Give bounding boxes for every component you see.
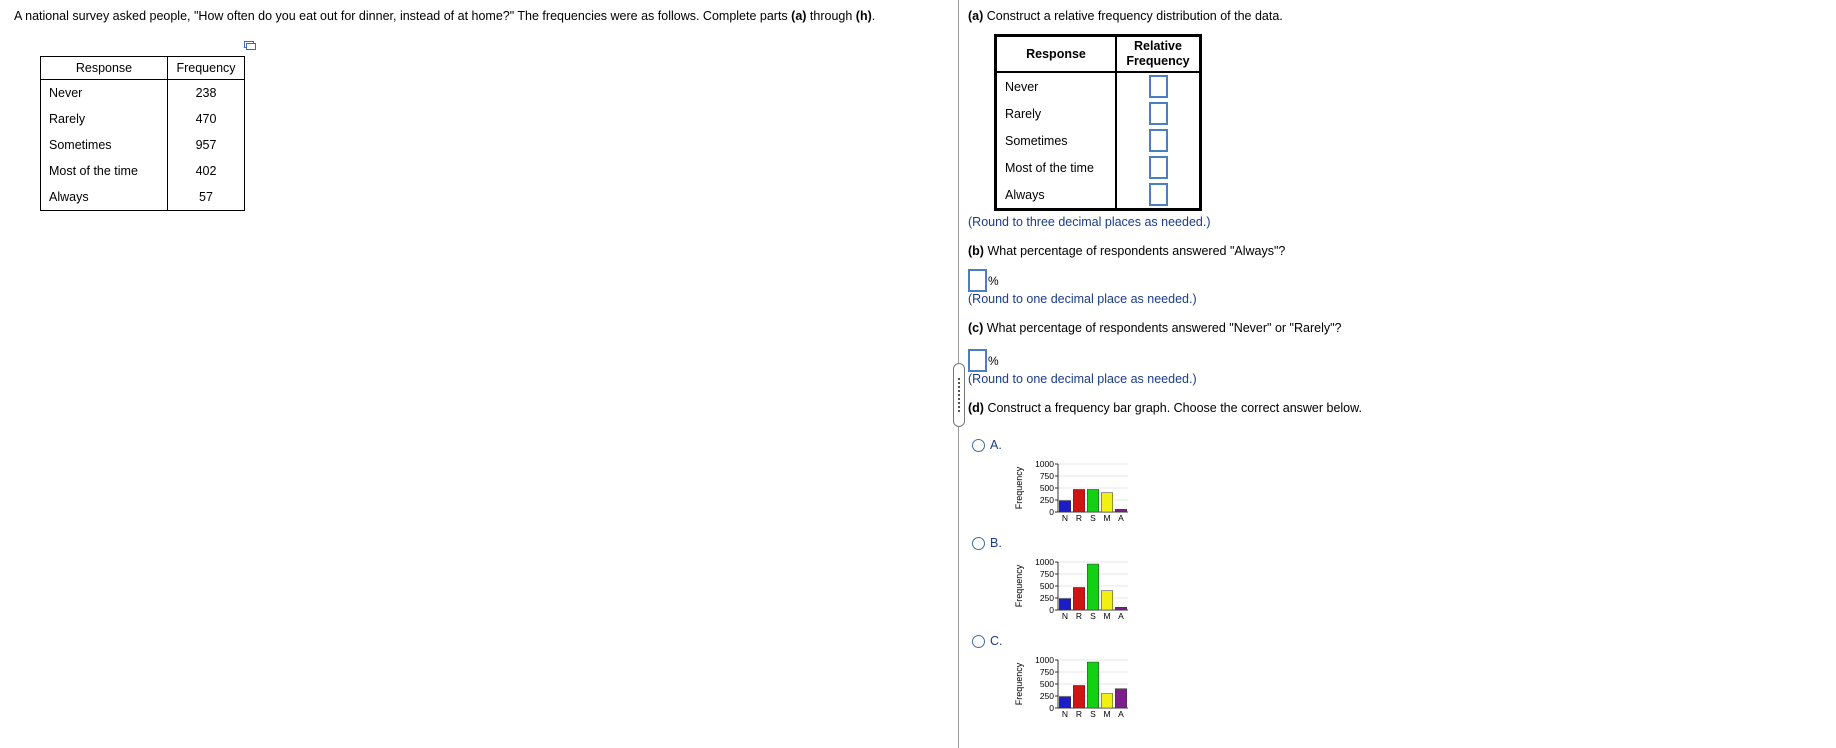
y-tick-label: 0 (1049, 507, 1054, 517)
bar-r (1073, 587, 1084, 610)
answer-input-rarely[interactable] (1149, 102, 1168, 125)
option-a-label: A. (990, 438, 1002, 452)
header-relative: Relative (1134, 39, 1182, 53)
cell-frequency: 238 (168, 80, 245, 107)
header-relative-frequency (1116, 36, 1201, 73)
x-tick-label: N (1061, 611, 1069, 621)
bar-m (1101, 694, 1112, 708)
x-tick-label: S (1090, 611, 1096, 621)
part-c-text: What percentage of respondents answered "Never" or "Rarely"? (983, 321, 1342, 335)
part-a-text: Construct a relative frequency distribution of the data. (983, 9, 1283, 23)
y-axis-label: Frequency (1014, 564, 1024, 608)
part-d-label: (d) (968, 401, 984, 415)
x-tick-label: M (1103, 611, 1111, 621)
y-tick-label: 500 (1039, 483, 1054, 493)
y-tick-label: 0 (1049, 703, 1054, 713)
frequency-table (40, 56, 245, 211)
bar-n (1059, 501, 1070, 512)
option-a-radio[interactable] (972, 438, 1002, 452)
cell-response: Sometimes (41, 132, 168, 158)
option-b-label: B. (990, 536, 1002, 550)
table-row (996, 100, 1201, 127)
part-d-text: Construct a frequency bar graph. Choose the correct answer below. (983, 401, 1362, 415)
chart-option-b (1012, 546, 1122, 626)
x-tick-label: R (1075, 709, 1083, 719)
table-row (41, 132, 245, 158)
part-a-label: (a) (968, 9, 984, 23)
answer-input-most-of-the-time[interactable] (1149, 156, 1168, 179)
x-tick-label: N (1061, 709, 1069, 719)
bar-n (1059, 599, 1070, 610)
y-axis-label: Frequency (1014, 466, 1024, 510)
percent-input-never-or-rarely[interactable] (968, 349, 987, 372)
table-row (996, 127, 1201, 154)
x-tick-label: N (1061, 513, 1069, 523)
answer-input-sometimes[interactable] (1149, 129, 1168, 152)
cell-response: Never (41, 80, 168, 107)
bar-s (1087, 489, 1098, 512)
cell-response: Sometimes (996, 127, 1117, 154)
bar-r (1073, 489, 1084, 512)
bar-n (1059, 697, 1070, 708)
bar-s (1087, 662, 1098, 708)
x-tick-label: M (1103, 709, 1111, 719)
cell-response: Rarely (41, 106, 168, 132)
bar-m (1101, 591, 1112, 610)
header-response: Response (996, 36, 1117, 73)
x-tick-label: A (1118, 513, 1124, 523)
table-row (41, 106, 245, 132)
part-a-hint: (Round to three decimal places as needed.) (968, 215, 1211, 229)
cell-response: Always (41, 184, 168, 211)
y-axis-label: Frequency (1014, 662, 1024, 706)
table-row (41, 158, 245, 184)
prompt-end: . (871, 9, 876, 23)
cell-frequency: 470 (168, 106, 245, 132)
x-tick-label: M (1103, 513, 1111, 523)
copy-data-icon[interactable] (244, 41, 256, 51)
header-frequency: Frequency (1126, 54, 1190, 68)
radio-icon (972, 635, 985, 648)
part-b-question (968, 244, 1285, 258)
y-tick-label: 1000 (1035, 459, 1054, 469)
part-a-question (968, 9, 1283, 23)
answer-input-always[interactable] (1149, 183, 1168, 206)
part-c-label: (c) (968, 321, 984, 335)
prompt-text: A national survey asked people, "How often do you eat out for dinner, instead of at home?" The frequencies were as follows. Complete parts (14, 9, 792, 23)
part-b-answer (968, 269, 999, 292)
y-tick-label: 750 (1039, 667, 1054, 677)
bar-m (1101, 493, 1112, 512)
part-b-hint: (Round to one decimal place as needed.) (968, 292, 1197, 306)
y-tick-label: 1000 (1035, 557, 1054, 567)
x-tick-label: R (1075, 611, 1083, 621)
y-tick-label: 750 (1039, 471, 1054, 481)
bar-s (1087, 564, 1098, 610)
bar-a (1115, 509, 1126, 512)
y-tick-label: 500 (1039, 581, 1054, 591)
part-c-question (968, 321, 1342, 335)
cell-frequency: 402 (168, 158, 245, 184)
percent-sign: % (988, 353, 999, 368)
x-tick-label: A (1118, 611, 1124, 621)
y-tick-label: 1000 (1035, 655, 1054, 665)
answer-panel (968, 0, 1828, 748)
part-b-label: (b) (968, 244, 984, 258)
y-tick-label: 0 (1049, 605, 1054, 615)
bar-a (1115, 689, 1126, 708)
x-tick-label: S (1090, 709, 1096, 719)
grip-icon (958, 378, 962, 412)
cell-response: Never (996, 72, 1117, 100)
cell-frequency: 957 (168, 132, 245, 158)
prompt-through: through (806, 9, 856, 23)
part-c-hint: (Round to one decimal place as needed.) (968, 372, 1197, 386)
part-d-question (968, 401, 1362, 415)
part-b-text: What percentage of respondents answered "Always"? (983, 244, 1286, 258)
table-row (996, 154, 1201, 181)
table-row (41, 80, 245, 107)
x-tick-label: R (1075, 513, 1083, 523)
bar-r (1073, 685, 1084, 708)
cell-response: Most of the time (996, 154, 1117, 181)
part-c-answer (968, 349, 999, 372)
cell-response: Always (996, 181, 1117, 210)
x-tick-label: A (1118, 709, 1124, 719)
table-row (996, 72, 1201, 100)
y-tick-label: 500 (1039, 679, 1054, 689)
table-row (41, 184, 245, 211)
chart-option-a (1012, 448, 1122, 528)
relative-frequency-table (994, 34, 1202, 211)
prompt-part-h: (h) (855, 9, 872, 23)
chart-option-c (1012, 644, 1122, 724)
radio-icon (972, 439, 985, 452)
answer-input-never[interactable] (1149, 75, 1168, 98)
option-c-radio[interactable] (972, 634, 1003, 648)
option-b-radio[interactable] (972, 536, 1002, 550)
percent-sign: % (988, 273, 999, 288)
option-c-label: C. (990, 634, 1003, 648)
cell-frequency: 57 (168, 184, 245, 211)
problem-statement (14, 9, 875, 23)
y-tick-label: 250 (1039, 691, 1054, 701)
panel-resize-handle[interactable] (953, 363, 965, 427)
prompt-part-a: (a) (791, 9, 807, 23)
bar-a (1115, 607, 1126, 610)
radio-icon (972, 537, 985, 550)
percent-input-always[interactable] (968, 269, 987, 292)
table-row (996, 181, 1201, 210)
cell-response: Most of the time (41, 158, 168, 184)
cell-response: Rarely (996, 100, 1117, 127)
x-tick-label: S (1090, 513, 1096, 523)
y-tick-label: 250 (1039, 593, 1054, 603)
y-tick-label: 750 (1039, 569, 1054, 579)
header-response: Response (41, 57, 168, 80)
header-frequency: Frequency (168, 57, 245, 80)
y-tick-label: 250 (1039, 495, 1054, 505)
